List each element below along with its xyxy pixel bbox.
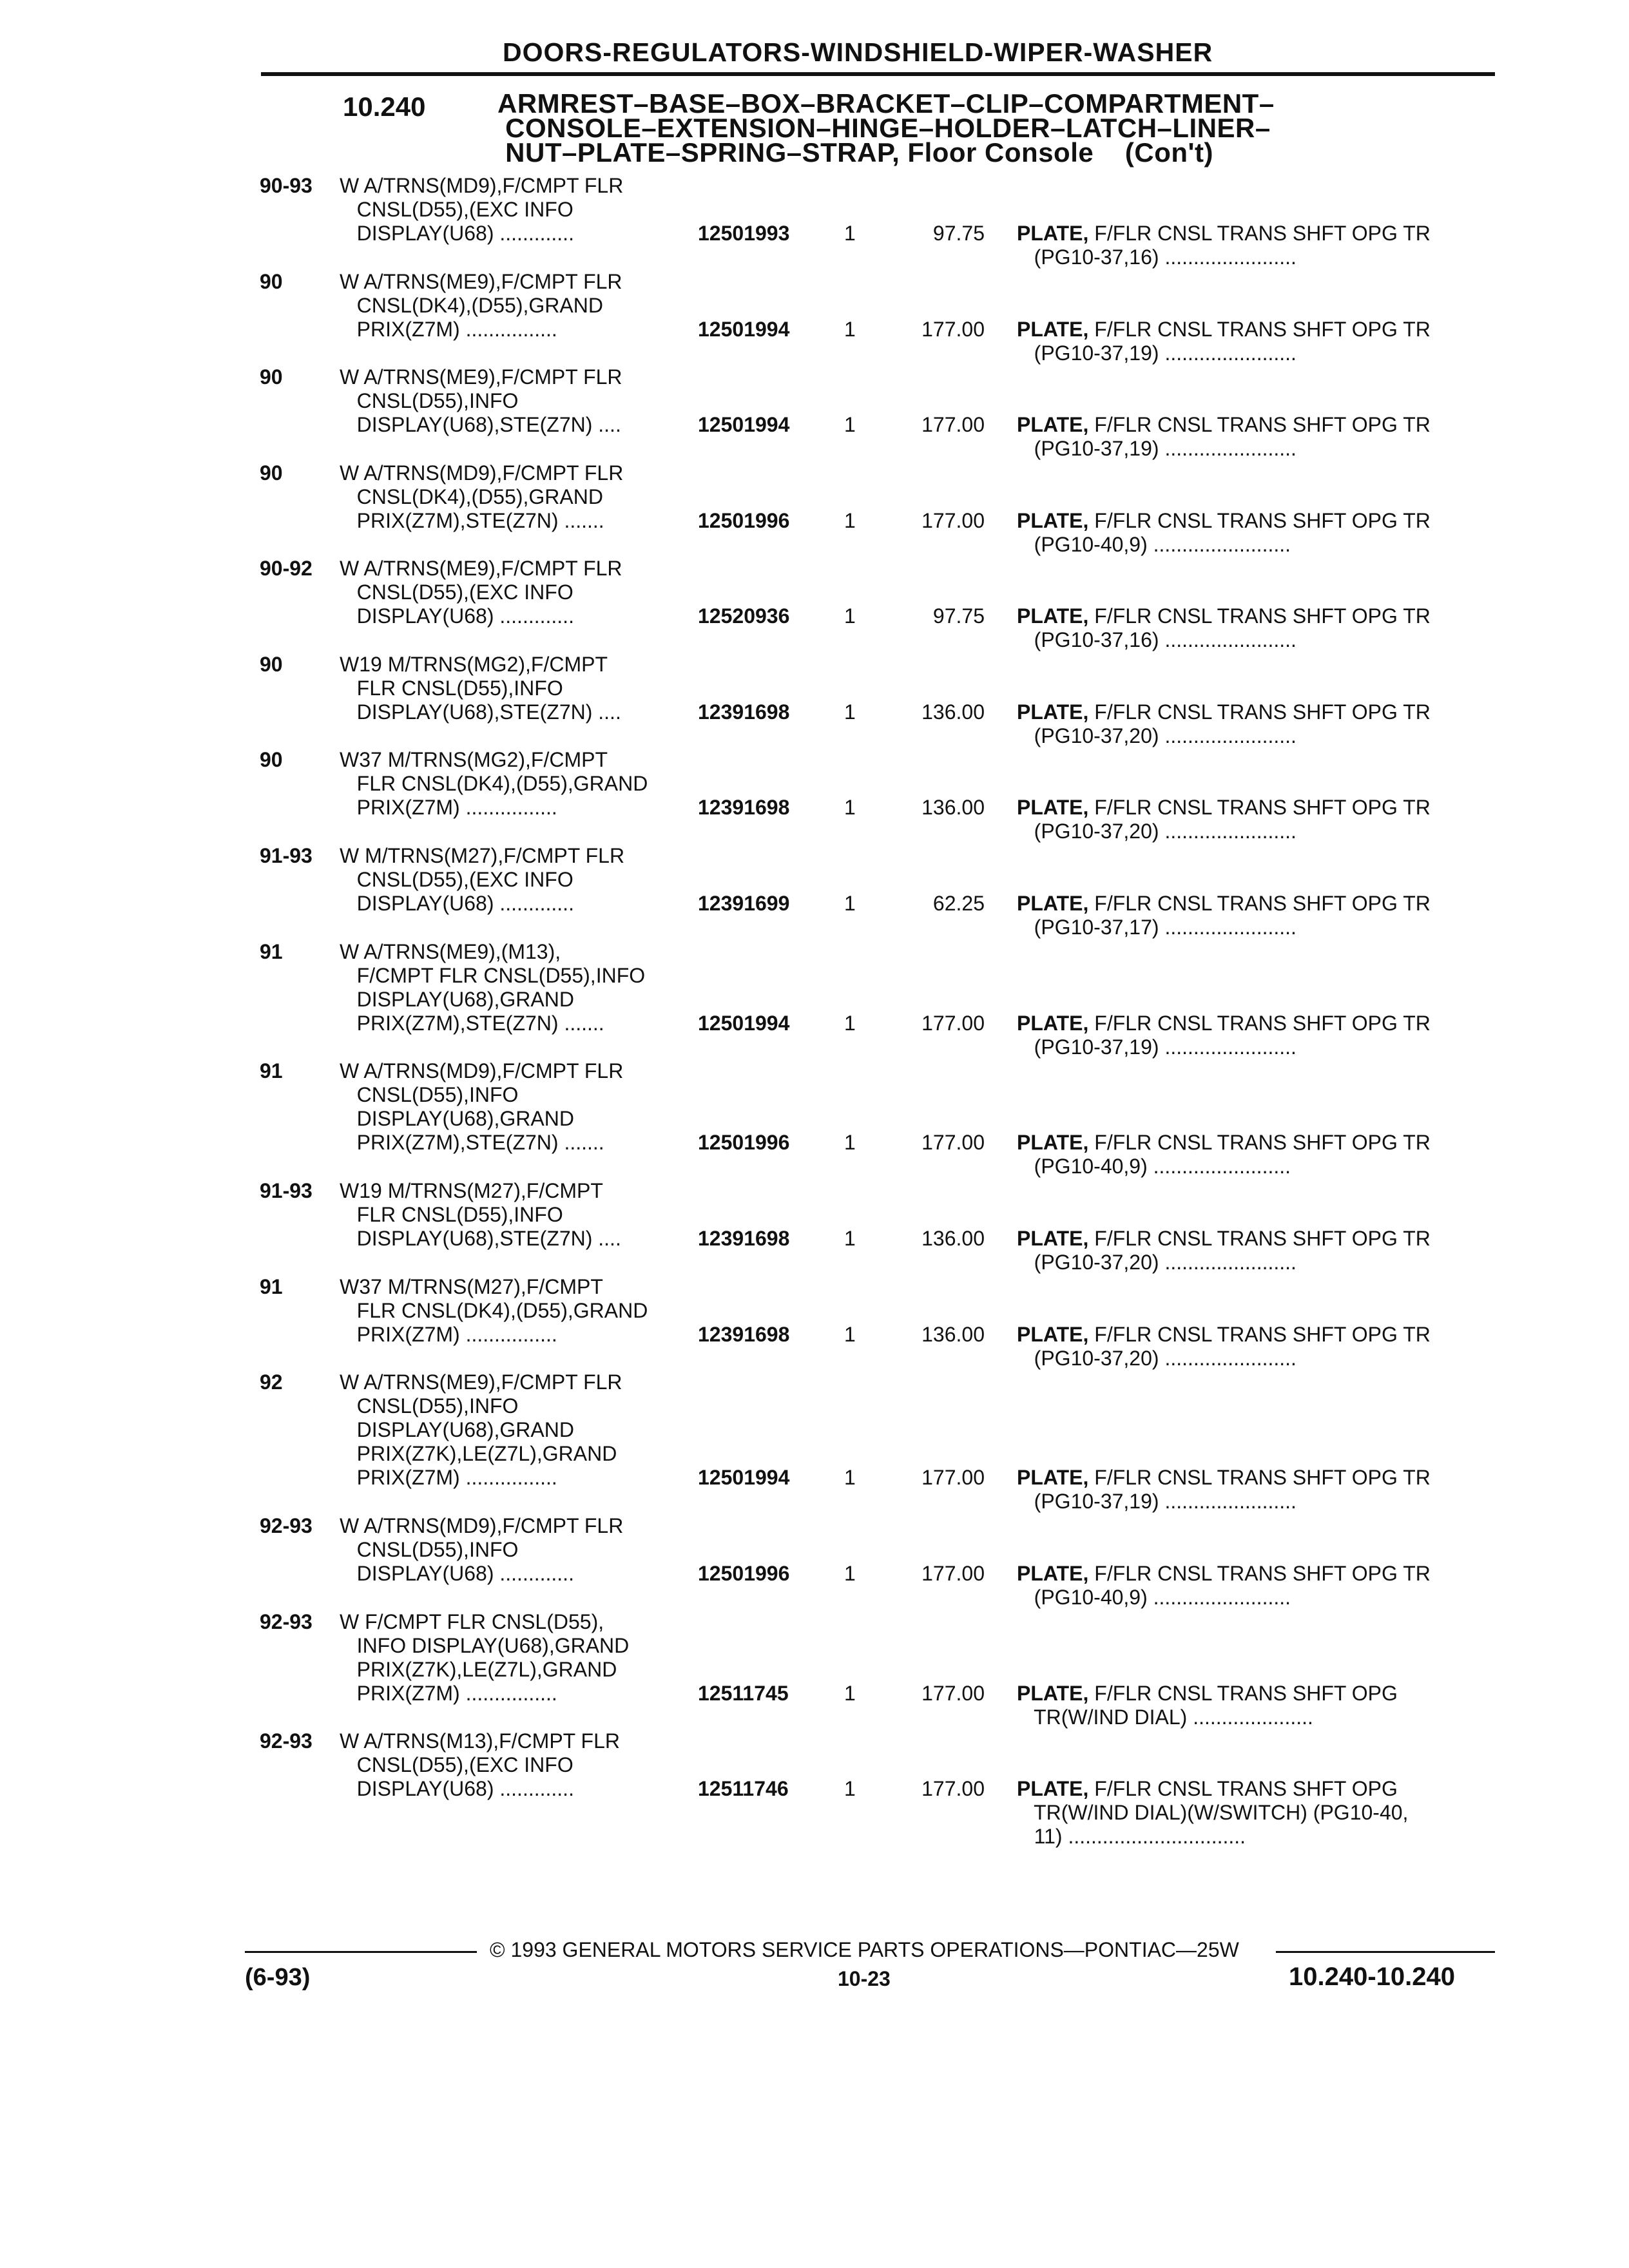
price: 177.00 xyxy=(921,509,985,532)
part-name: PLATE, xyxy=(1017,1682,1089,1705)
part-description-text: F/FLR CNSL TRANS SHFT OPG TR (PG10-37,20) ....................... xyxy=(1034,796,1431,843)
price: 177.00 xyxy=(921,1012,985,1035)
quantity: 1 xyxy=(844,222,856,245)
quantity: 1 xyxy=(844,1682,856,1705)
quantity: 1 xyxy=(844,1466,856,1489)
usage-description: W A/TRNS(ME9),F/CMPT FLR CNSL(DK4),(D55),GRAND PRIX(Z7M) ................ xyxy=(340,270,622,341)
usage-description: W A/TRNS(MD9),F/CMPT FLR CNSL(DK4),(D55),GRAND PRIX(Z7M),STE(Z7N) ....... xyxy=(340,461,624,532)
usage-description: W A/TRNS(MD9),F/CMPT FLR CNSL(D55),INFO DISPLAY(U68) ............. xyxy=(340,1514,624,1585)
price: 177.00 xyxy=(921,1682,985,1705)
part-description xyxy=(1017,222,1431,269)
quantity: 1 xyxy=(844,1012,856,1035)
model-years: 90 xyxy=(260,653,283,676)
part-description xyxy=(1017,1012,1431,1059)
part-description-text: F/FLR CNSL TRANS SHFT OPG TR (PG10-40,9) ........................ xyxy=(1034,509,1431,556)
part-description xyxy=(1017,1562,1431,1610)
part-description xyxy=(1017,700,1431,748)
part-number: 12511745 xyxy=(698,1682,789,1705)
part-name: PLATE, xyxy=(1017,1227,1089,1250)
quantity: 1 xyxy=(844,1777,856,1800)
price: 177.00 xyxy=(921,1562,985,1585)
usage-description: W19 M/TRNS(MG2),F/CMPT FLR CNSL(D55),INFO DISPLAY(U68),STE(Z7N) .... xyxy=(340,653,621,724)
page-title: DOORS-REGULATORS-WINDSHIELD-WIPER-WASHER xyxy=(503,37,1213,67)
quantity: 1 xyxy=(844,604,856,628)
model-years: 90 xyxy=(260,365,283,389)
quantity: 1 xyxy=(844,796,856,819)
quantity: 1 xyxy=(844,1131,856,1154)
part-description xyxy=(1017,413,1431,461)
price: 97.75 xyxy=(932,604,985,628)
part-description-text: F/FLR CNSL TRANS SHFT OPG TR (PG10-37,19) ....................... xyxy=(1034,1012,1431,1059)
part-name: PLATE, xyxy=(1017,1777,1089,1800)
quantity: 1 xyxy=(844,318,856,341)
model-years: 92-93 xyxy=(260,1729,313,1753)
model-years: 90 xyxy=(260,461,283,485)
part-description-text: F/FLR CNSL TRANS SHFT OPG TR(W/IND DIAL)(W/SWITCH) (PG10-40, 11) ............................... xyxy=(1034,1777,1409,1848)
part-description-text: F/FLR CNSL TRANS SHFT OPG TR (PG10-37,19) ....................... xyxy=(1034,1466,1431,1513)
page-number: 10-23 xyxy=(838,1967,891,1990)
section-title: ARMREST–BASE–BOX–BRACKET–CLIP–COMPARTMENT– CONSOLE–EXTENSION–HINGE–HOLDER–LATCH–LINER– NUT–PLATE–SPRING–STRAP, Floor Console (Con't) xyxy=(497,88,1275,168)
price: 177.00 xyxy=(921,1777,985,1800)
part-description xyxy=(1017,604,1431,652)
usage-description: W A/TRNS(ME9),F/CMPT FLR CNSL(D55),INFO DISPLAY(U68),STE(Z7N) .... xyxy=(340,365,622,436)
price: 136.00 xyxy=(921,796,985,819)
usage-description: W37 M/TRNS(M27),F/CMPT FLR CNSL(DK4),(D55),GRAND PRIX(Z7M) ................ xyxy=(340,1275,648,1346)
part-description-text: F/FLR CNSL TRANS SHFT OPG TR (PG10-40,9) ........................ xyxy=(1034,1131,1431,1178)
quantity: 1 xyxy=(844,1562,856,1585)
part-description xyxy=(1017,1682,1398,1729)
usage-description: W M/TRNS(M27),F/CMPT FLR CNSL(D55),(EXC INFO DISPLAY(U68) ............. xyxy=(340,844,625,915)
part-name: PLATE, xyxy=(1017,700,1089,724)
part-number: 12501994 xyxy=(698,1012,790,1035)
part-number: 12391698 xyxy=(698,796,790,819)
part-description xyxy=(1017,1323,1431,1370)
part-name: PLATE, xyxy=(1017,1131,1089,1154)
part-description-text: F/FLR CNSL TRANS SHFT OPG TR (PG10-37,20) ....................... xyxy=(1034,700,1431,747)
part-description-text: F/FLR CNSL TRANS SHFT OPG TR (PG10-37,19) ....................... xyxy=(1034,318,1431,365)
part-number: 12391698 xyxy=(698,1227,790,1250)
model-years: 91 xyxy=(260,1059,283,1082)
model-years: 91-93 xyxy=(260,1179,313,1202)
quantity: 1 xyxy=(844,1227,856,1250)
model-years: 90-93 xyxy=(260,174,313,197)
part-description-text: F/FLR CNSL TRANS SHFT OPG TR (PG10-37,17) ....................... xyxy=(1034,892,1431,939)
model-years: 91 xyxy=(260,1275,283,1298)
part-number: 12501994 xyxy=(698,413,790,436)
part-description-text: F/FLR CNSL TRANS SHFT OPG TR (PG10-40,9) ........................ xyxy=(1034,1562,1431,1609)
price: 177.00 xyxy=(921,413,985,436)
price: 136.00 xyxy=(921,700,985,724)
part-description xyxy=(1017,1777,1408,1849)
part-number: 12511746 xyxy=(698,1777,789,1800)
part-description-text: F/FLR CNSL TRANS SHFT OPG TR (PG10-37,20) ....................... xyxy=(1034,1227,1431,1274)
model-years: 90-92 xyxy=(260,557,313,580)
part-name: PLATE, xyxy=(1017,1466,1089,1489)
price: 136.00 xyxy=(921,1323,985,1346)
part-number: 12391698 xyxy=(698,700,790,724)
part-description xyxy=(1017,796,1431,843)
part-description xyxy=(1017,509,1431,557)
usage-description: W F/CMPT FLR CNSL(D55), INFO DISPLAY(U68),GRAND PRIX(Z7K),LE(Z7L),GRAND PRIX(Z7M) ................ xyxy=(340,1610,630,1705)
usage-description: W37 M/TRNS(MG2),F/CMPT FLR CNSL(DK4),(D55),GRAND PRIX(Z7M) ................ xyxy=(340,748,648,819)
usage-description: W A/TRNS(MD9),F/CMPT FLR CNSL(D55),(EXC INFO DISPLAY(U68) ............. xyxy=(340,174,624,245)
part-description xyxy=(1017,318,1431,365)
part-name: PLATE, xyxy=(1017,413,1089,436)
part-number: 12391699 xyxy=(698,892,790,915)
usage-description: W A/TRNS(ME9),F/CMPT FLR CNSL(D55),(EXC INFO DISPLAY(U68) ............. xyxy=(340,557,622,628)
price: 177.00 xyxy=(921,318,985,341)
part-number: 12501993 xyxy=(698,222,790,245)
part-name: PLATE, xyxy=(1017,1012,1089,1035)
header-divider xyxy=(261,72,1495,76)
quantity: 1 xyxy=(844,892,856,915)
footer-divider-right xyxy=(1276,1951,1495,1953)
page-range: 10.240-10.240 xyxy=(1289,1963,1456,1991)
part-name: PLATE, xyxy=(1017,604,1089,628)
model-years: 91 xyxy=(260,940,283,963)
parts-list xyxy=(0,174,1629,1914)
part-description-text: F/FLR CNSL TRANS SHFT OPG TR(W/IND DIAL) ..................... xyxy=(1034,1682,1398,1729)
part-number: 12391698 xyxy=(698,1323,790,1346)
issue-date: (6-93) xyxy=(245,1964,311,1991)
part-description xyxy=(1017,1227,1431,1274)
price: 136.00 xyxy=(921,1227,985,1250)
part-name: PLATE, xyxy=(1017,509,1089,532)
part-name: PLATE, xyxy=(1017,1323,1089,1346)
quantity: 1 xyxy=(844,1323,856,1346)
quantity: 1 xyxy=(844,509,856,532)
price: 62.25 xyxy=(932,892,985,915)
model-years: 91-93 xyxy=(260,844,313,867)
part-number: 12501996 xyxy=(698,1562,790,1585)
price: 97.75 xyxy=(932,222,985,245)
usage-description: W A/TRNS(ME9),(M13), F/CMPT FLR CNSL(D55),INFO DISPLAY(U68),GRAND PRIX(Z7M),STE(Z7N) ....... xyxy=(340,940,646,1035)
model-years: 92 xyxy=(260,1370,283,1394)
part-description-text: F/FLR CNSL TRANS SHFT OPG TR (PG10-37,16) ....................... xyxy=(1034,604,1431,651)
part-number: 12501996 xyxy=(698,509,790,532)
part-description xyxy=(1017,1466,1431,1514)
usage-description: W19 M/TRNS(M27),F/CMPT FLR CNSL(D55),INFO DISPLAY(U68),STE(Z7N) .... xyxy=(340,1179,621,1250)
usage-description: W A/TRNS(MD9),F/CMPT FLR CNSL(D55),INFO DISPLAY(U68),GRAND PRIX(Z7M),STE(Z7N) ....... xyxy=(340,1059,624,1154)
part-name: PLATE, xyxy=(1017,318,1089,341)
part-name: PLATE, xyxy=(1017,222,1089,245)
part-description xyxy=(1017,1131,1431,1178)
part-name: PLATE, xyxy=(1017,1562,1089,1585)
model-years: 90 xyxy=(260,748,283,771)
part-description-text: F/FLR CNSL TRANS SHFT OPG TR (PG10-37,19) ....................... xyxy=(1034,413,1431,460)
quantity: 1 xyxy=(844,700,856,724)
page-header xyxy=(0,0,1629,193)
part-number: 12501994 xyxy=(698,1466,790,1489)
usage-description: W A/TRNS(M13),F/CMPT FLR CNSL(D55),(EXC INFO DISPLAY(U68) ............. xyxy=(340,1729,620,1800)
footer-divider-left xyxy=(245,1951,477,1953)
part-description xyxy=(1017,892,1431,939)
model-years: 92-93 xyxy=(260,1514,313,1537)
part-description-text: F/FLR CNSL TRANS SHFT OPG TR (PG10-37,20) ....................... xyxy=(1034,1323,1431,1370)
part-number: 12501994 xyxy=(698,318,790,341)
part-name: PLATE, xyxy=(1017,892,1089,915)
price: 177.00 xyxy=(921,1466,985,1489)
model-years: 90 xyxy=(260,270,283,293)
section-number: 10.240 xyxy=(343,91,426,122)
part-number: 12501996 xyxy=(698,1131,790,1154)
copyright-notice: © 1993 GENERAL MOTORS SERVICE PARTS OPERATIONS—PONTIAC—25W xyxy=(490,1938,1239,1961)
usage-description: W A/TRNS(ME9),F/CMPT FLR CNSL(D55),INFO DISPLAY(U68),GRAND PRIX(Z7K),LE(Z7L),GRAND PRIX(Z7M) ................ xyxy=(340,1370,622,1489)
quantity: 1 xyxy=(844,413,856,436)
model-years: 92-93 xyxy=(260,1610,313,1633)
part-number: 12520936 xyxy=(698,604,790,628)
part-description-text: F/FLR CNSL TRANS SHFT OPG TR (PG10-37,16) ....................... xyxy=(1034,222,1431,269)
part-name: PLATE, xyxy=(1017,796,1089,819)
price: 177.00 xyxy=(921,1131,985,1154)
